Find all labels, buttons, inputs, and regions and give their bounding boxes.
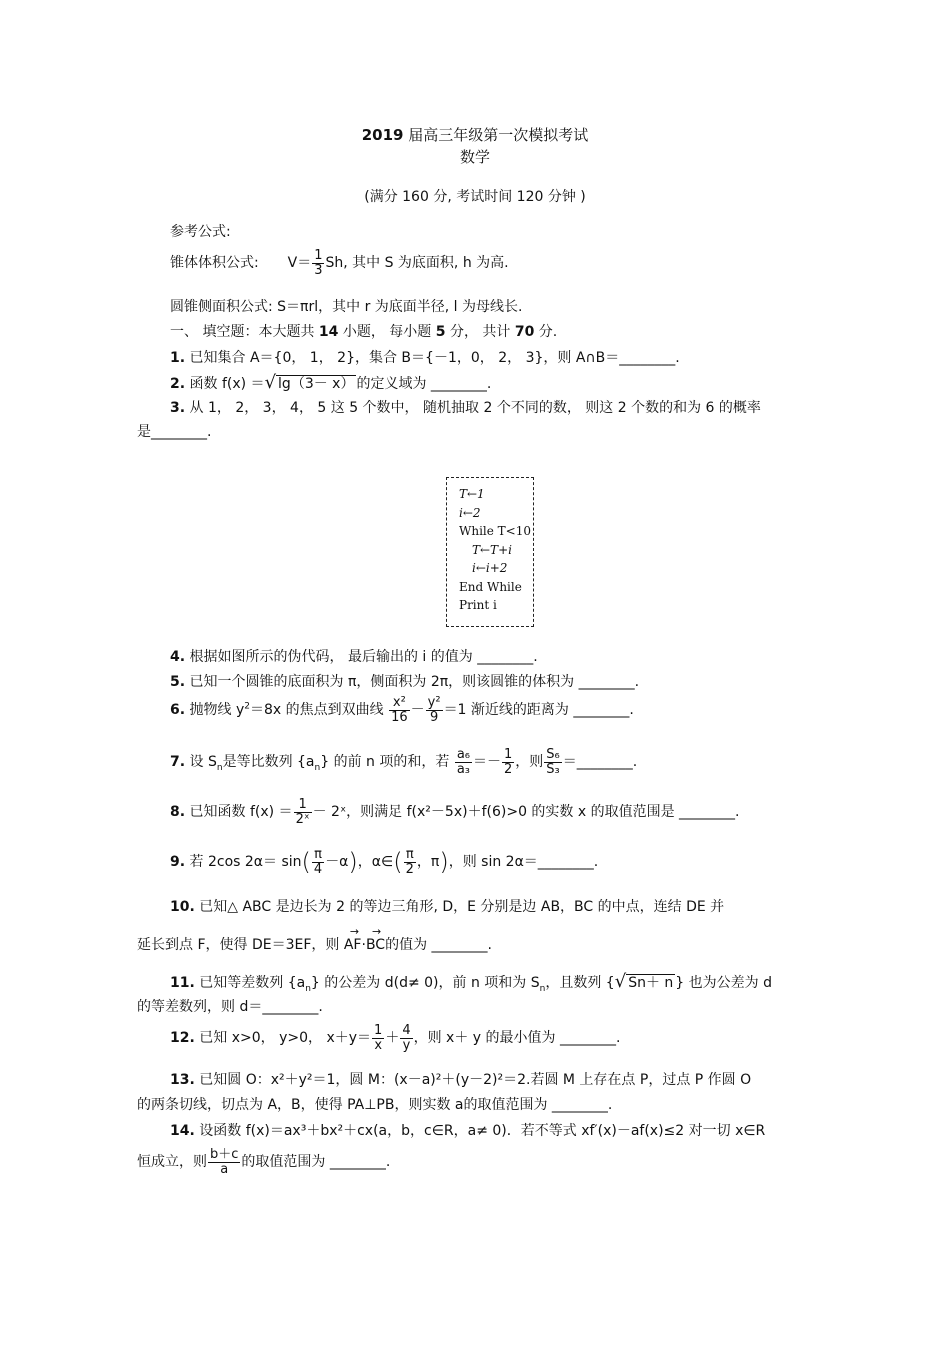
vector-arrow-icon: → — [371, 925, 382, 938]
left-paren-icon: ( — [393, 848, 403, 877]
code-line: i←i+2 — [472, 561, 508, 575]
code-line: T←1 — [459, 487, 485, 501]
question-1: 1. 已知集合 A＝{0， 1， 2}，集合 B＝{－1，0， 2， 3}，则 A∩B＝________. — [170, 350, 680, 366]
question-7: 7. 设 $S_n$是等比数列 $\{a_n\}$ 的前 n 项的和，若 $\frac{\text{a₆}}{\text{a₃}}$ ＝－ $\frac{1}{2}$ ，则 $\frac{\text{S₆}}{\text{S₃}}$ ＝________. — [170, 747, 638, 777]
fraction: $\frac{4}{y}$ — [402, 1023, 411, 1053]
pseudo-code-box — [446, 477, 534, 627]
radical-icon: √ — [614, 971, 627, 992]
question-12: 12. 已知 x>0， y>0， x＋y＝ $\frac{1}{x}$ ＋ $\frac{4}{y}$ ，则 x＋ y 的最小值为 ________. — [170, 1023, 621, 1053]
fraction: $\frac{\text{y²}}{9}$ — [427, 695, 441, 725]
question-13: 13. 已知圆 O：x²＋y²＝1，圆 M：(x－a)²＋(y－2)²＝2.若圆 M 上存在点 P，过点 P 作圆 O — [170, 1072, 752, 1088]
code-line: Print i — [459, 598, 497, 612]
exam-meta: (满分 160 分, 考试时间 120 分钟 ) — [364, 189, 586, 205]
question-13-line2: 的两条切线，切点为 A，B，使得 PA⊥PB，则实数 a的取值范围为 ________. — [137, 1097, 613, 1113]
cone-volume-label: 锥体体积公式: — [170, 255, 259, 272]
vector-af: → AF — [343, 925, 362, 953]
right-paren-icon: ) — [439, 848, 449, 877]
question-4: 4. 根据如图所示的伪代码， 最后输出的 i 的值为 ________. — [170, 649, 538, 665]
section-intro: 一、 填空题：本大题共 14 小题， 每小题 5 分， 共计 70 分. — [170, 324, 558, 340]
formula-heading: 参考公式: — [170, 224, 231, 240]
question-3-line2: 是________. — [137, 424, 212, 440]
fraction: $\frac{\text{a₆}}{\text{a₃}}$ — [456, 747, 471, 777]
question-6: 6. 抛物线 $y^2=8x$ 的焦点到双曲线 $\frac{\text{x²}}{16}$ － $\frac{\text{y²}}{9}$ ＝1 渐近线的距离为 ________. — [170, 695, 634, 725]
formula-cone-lateral: 圆锥侧面积公式: S＝πrl，其中 r 为底面半径, l 为母线长. — [170, 299, 523, 315]
title-year: 2019 — [361, 126, 404, 144]
question-8: 8. 已知函数 f(x) ＝ $\frac{1}{\text{2ˣ}}$ － 2ˣ，则满足 f(x²－5x)＋f(6)>0 的实数 x 的取值范围是 ________. — [170, 797, 740, 827]
question-3: 3. 从 1， 2， 3， 4， 5 这 5 个数中， 随机抽取 2 个不同的数， 则这 2 个数的和为 6 的概率 — [170, 400, 761, 416]
fraction: $\frac{1}{x}$ — [374, 1023, 383, 1053]
vector-bc: → BC — [365, 925, 386, 953]
question-11-line2: 的等差数列，则 d＝________. — [137, 999, 323, 1015]
code-line: While T<10 — [459, 524, 531, 538]
exam-title — [0, 124, 950, 145]
code-line: End While — [459, 579, 522, 594]
fraction: $\frac{b+c}{a}$ — [210, 1147, 239, 1177]
code-line: i←2 — [459, 505, 481, 520]
question-14: 14. 设函数 f(x)＝ax³＋bx²＋cx(a，b，c∈R，a≠ 0)．若不等式 xf′(x)－af(x)≤2 对一切 x∈R — [170, 1123, 766, 1139]
fraction: $\frac{\pi}{4}$ — [313, 847, 323, 877]
cone-volume-post: Sh, 其中 S 为底面积, h 为高. — [325, 255, 509, 272]
question-9: 9. 若 2cos 2α＝ sin( $\frac{\pi}{4}$ －α)，α∈( $\frac{\pi}{2}$ ，π)，则 sin 2α＝________. — [170, 847, 599, 877]
question-11: 11. 已知等差数列 $\{a_n\}$ 的公差为 d(d≠ 0)，前 n 项和为 $S_n$，且数列 {√ Sn＋ n } 也为公差为 d — [170, 971, 772, 994]
question-14-line2: 恒成立，则 $\frac{b+c}{a}$ 的取值范围为 ________. — [137, 1147, 391, 1177]
question-10: 10. 已知△ ABC 是边长为 2 的等边三角形, D，E 分别是边 AB，BC 的中点，连结 DE 并 — [170, 899, 725, 915]
code-line: T←T+i — [472, 542, 512, 557]
fraction: $\frac{1}{\text{2ˣ}}$ — [295, 797, 310, 827]
cone-volume-fraction: $\frac{1}{3}$ — [314, 248, 323, 278]
left-paren-icon: ( — [301, 848, 311, 877]
formula-cone-volume — [170, 249, 509, 277]
fraction: $\frac{\text{S₆}}{\text{S₃}}$ — [546, 747, 560, 777]
title-text: 届高三年级第一次模拟考试 — [403, 126, 589, 144]
fraction: $\frac{1}{2}$ — [504, 747, 513, 777]
question-10-line2: 延长到点 F，使得 DE＝3EF，则 → AF· → BC的值为 ________. — [137, 925, 492, 953]
exam-subject: 数学 — [459, 148, 490, 166]
cone-volume-pre: V＝ — [287, 255, 312, 272]
question-5: 5. 已知一个圆锥的底面积为 π，侧面积为 2π，则该圆锥的体积为 ________. — [170, 674, 640, 690]
radical-icon: √ — [264, 372, 277, 393]
question-2: 2. 函数 f(x) ＝√ lg（3－ x） 的定义域为 ________. — [170, 372, 492, 393]
fraction: $\frac{\pi}{2}$ — [405, 847, 414, 877]
vector-arrow-icon: → — [349, 925, 360, 938]
fraction: $\frac{\text{x²}}{16}$ — [391, 695, 408, 725]
right-paren-icon: ) — [348, 848, 358, 877]
